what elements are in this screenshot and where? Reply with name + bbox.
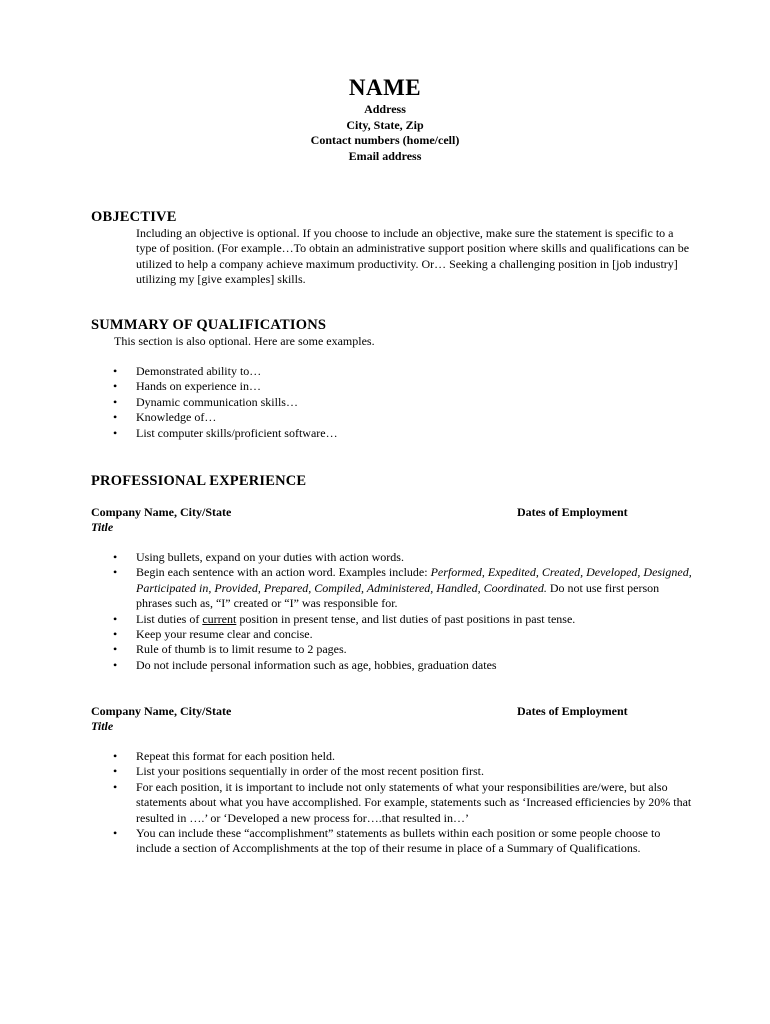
bullet-icon: • <box>113 379 118 394</box>
list-item: • Using bullets, expand on your duties with action words. <box>113 550 404 564</box>
list-item: • Keep your resume clear and concise. <box>113 627 313 642</box>
city-state-zip-line: City, State, Zip <box>346 117 424 132</box>
bullet-icon: • <box>113 364 118 378</box>
objective-text: Including an objective is optional. If you choose to include an objective, make sure the statement is specific to a type of position. (For example…To obtain an administrative support position where skills and qualifications can be utilized to help a company achieve maximum productivity. Or… Seeking a challenging position in [job industry] utilizing my [give examples] skills. <box>136 226 690 287</box>
bullet-icon: • <box>113 410 118 425</box>
bullet-icon: • <box>113 657 118 672</box>
list-item: • Demonstrated ability to… <box>113 364 262 378</box>
company-name: Company Name, City/State <box>91 505 232 519</box>
bullet-icon: • <box>113 779 118 794</box>
bullet-icon: • <box>113 749 118 763</box>
bullet-icon: • <box>113 764 118 779</box>
job-title: Title <box>91 520 114 534</box>
bullet-icon: • <box>113 394 118 409</box>
list-item: • List computer skills/proficient software… <box>113 425 338 440</box>
name-heading: NAME <box>348 75 422 100</box>
resume-header <box>0 74 770 164</box>
underlined-word: current <box>202 611 237 626</box>
list-item: • Dynamic communication skills… <box>113 394 298 409</box>
bullet-icon: • <box>113 627 118 642</box>
contact-numbers-line: Contact numbers (home/cell) <box>310 133 460 147</box>
employment-dates: Dates of Employment <box>517 505 628 519</box>
experience-heading: PROFESSIONAL EXPERIENCE <box>91 473 307 489</box>
list-item: • Repeat this format for each position held. <box>113 749 335 763</box>
bullet-icon: • <box>113 425 118 440</box>
company-name: Company Name, City/State <box>91 704 232 718</box>
employment-dates: Dates of Employment <box>517 704 628 718</box>
bullet-icon: • <box>113 642 118 657</box>
list-item: • Rule of thumb is to limit resume to 2 pages. <box>113 642 347 657</box>
job-title: Title <box>91 719 114 733</box>
list-item: • Begin each sentence with an action word. Examples include: Performed, Expedited, Created, Developed, Designed, Participated in, Provided, Prepared, Compiled, Administered, Handled, Coordinated. Do not use first person phrases such as, “I” created or “I” was responsible for. <box>113 565 692 611</box>
job-duties-list <box>0 550 770 673</box>
list-item: • Knowledge of… <box>113 410 217 425</box>
qualifications-note: This section is also optional. Here are some examples. <box>114 334 375 348</box>
list-item: • You can include these “accomplishment” statements as bullets within each position or some people choose to include a section of Accomplishments at the top of their resume in place of a Summary of Qualifications. <box>113 826 661 856</box>
qualifications-heading: SUMMARY OF QUALIFICATIONS <box>91 317 327 333</box>
email-line: Email address <box>348 148 422 163</box>
list-item: • Hands on experience in… <box>113 379 261 394</box>
list-item: • List your positions sequentially in order of the most recent position first. <box>113 764 484 779</box>
bullet-icon: • <box>113 550 118 564</box>
list-item: • Do not include personal information such as age, hobbies, graduation dates <box>113 657 497 672</box>
list-item: • For each position, it is important to include not only statements of what your responsibilities are/were, but also statements about what you have accomplished. For example, statements such as ‘Increased efficiencies by 20% that resulted in ….’ or ‘Developed a new process for….that resulted in…’ <box>113 779 692 825</box>
job-header-row <box>91 704 636 719</box>
qualifications-list <box>0 364 770 441</box>
job-duties-list <box>0 749 770 857</box>
address-line: Address <box>364 102 406 116</box>
objective-heading: OBJECTIVE <box>91 209 177 225</box>
bullet-icon: • <box>113 826 118 841</box>
list-item: • List duties of current position in present tense, and list duties of past positions in past tense. <box>113 611 576 626</box>
bullet-icon: • <box>113 565 118 580</box>
action-word-examples: Performed, Expedited, Created, Developed, Designed, Participated in, Provided, Prepared, Compiled, Administered, Handled, Coordinated. <box>136 565 692 595</box>
job-header-row <box>91 505 636 520</box>
bullet-icon: • <box>113 611 118 626</box>
